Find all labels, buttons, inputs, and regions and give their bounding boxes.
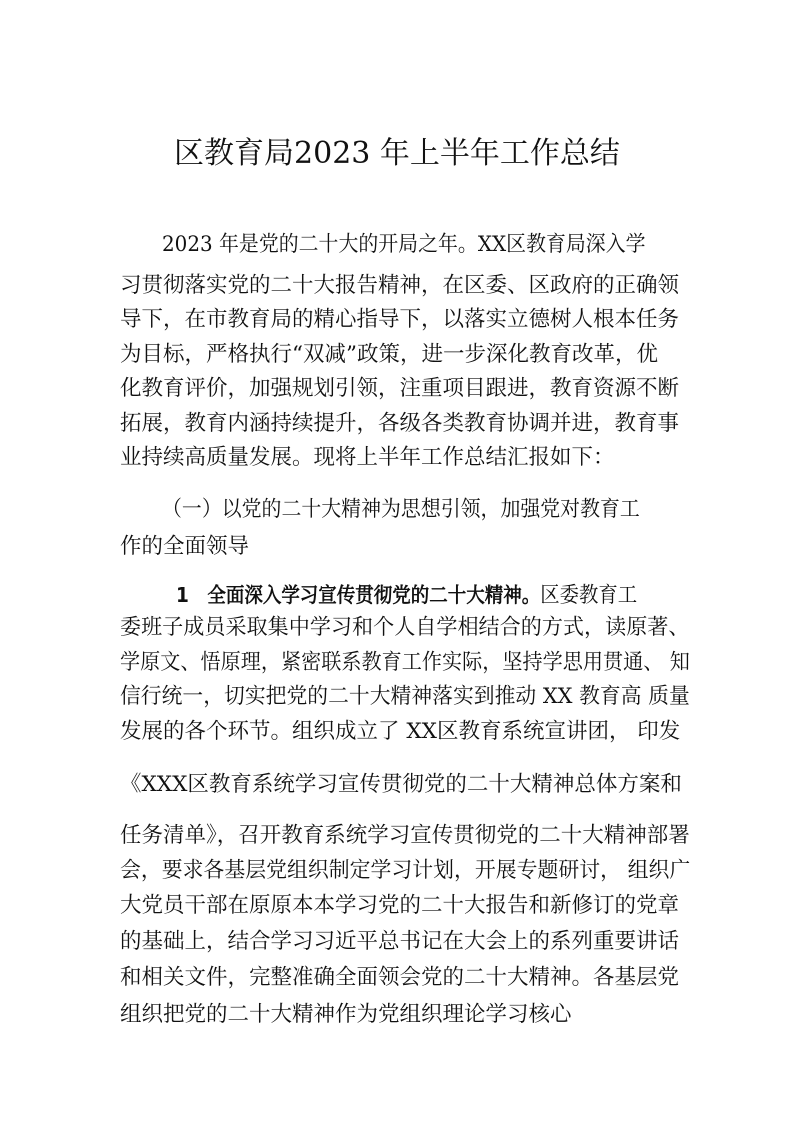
subsection-heading: 1 全面深入学习宣传贯彻党的二十大精神。 (176, 583, 541, 607)
body-line: 和相关文件，完整准确全面领会党的二十大精神。各基层党 (120, 965, 680, 990)
body-line: 大党员干部在原原本本学习党的二十大报告和新修订的党章 (120, 893, 680, 918)
body-line: 会，要求各基层党组织制定学习计划，开展专题研讨， 组织广 (120, 858, 691, 883)
body-line: 化教育评价，加强规划引领，注重项目跟进，教育资源不断 (120, 376, 680, 401)
body-line: 导下，在市教育局的精心指导下，以落实立德树人根本任务 (120, 307, 680, 332)
body-line: 习贯彻落实党的二十大报告精神，在区委、区政府的正确领 (120, 273, 680, 298)
subsection-text: 区委教育工 (540, 583, 638, 608)
section-heading-line: 作的全面领导 (120, 534, 250, 559)
body-line: 发展的各个环节。组织成立了 XX区教育系统宣讲团， 印发 (120, 719, 681, 744)
body-line: 组织把党的二十大精神作为党组织理论学习核心 (120, 1002, 572, 1027)
subsection-first-line (176, 579, 690, 612)
body-line: 拓展，教育内涵持续提升，各级各类教育协调并进，教育事 (120, 411, 680, 436)
body-line: 委班子成员采取集中学习和个人自学相结合的方式，读原著、 (120, 615, 690, 640)
section-heading-line: （一）以党的二十大精神为思想引领，加强党对教育工 (162, 497, 640, 522)
body-line: 业持续高质量发展。现将上半年工作总结汇报如下： (120, 445, 615, 470)
body-line: 学原文、悟原理，紧密联系教育工作实际，坚持学思用贯通、 知 (120, 650, 690, 675)
body-line: 任务清单》，召开教育系统学习宣传贯彻党的二十大精神部署 (120, 823, 690, 848)
body-line: 为目标，严格执行“双减”政策，进一步深化教育改革，优 (120, 342, 658, 367)
body-line: 2023 年是党的二十大的开局之年。XX区教育局深入学 (162, 232, 646, 257)
body-line: 《XXX区教育系统学习宣传贯彻党的二十大精神总体方案和 (120, 772, 682, 797)
body-line: 信行统一，切实把党的二十大精神落实到推动 XX 教育高 质量 (120, 684, 690, 709)
document-title: 区教育局2023 年上半年工作总结 (174, 136, 620, 171)
body-line: 的基础上，结合学习习近平总书记在大会上的系列重要讲话 (120, 929, 680, 954)
